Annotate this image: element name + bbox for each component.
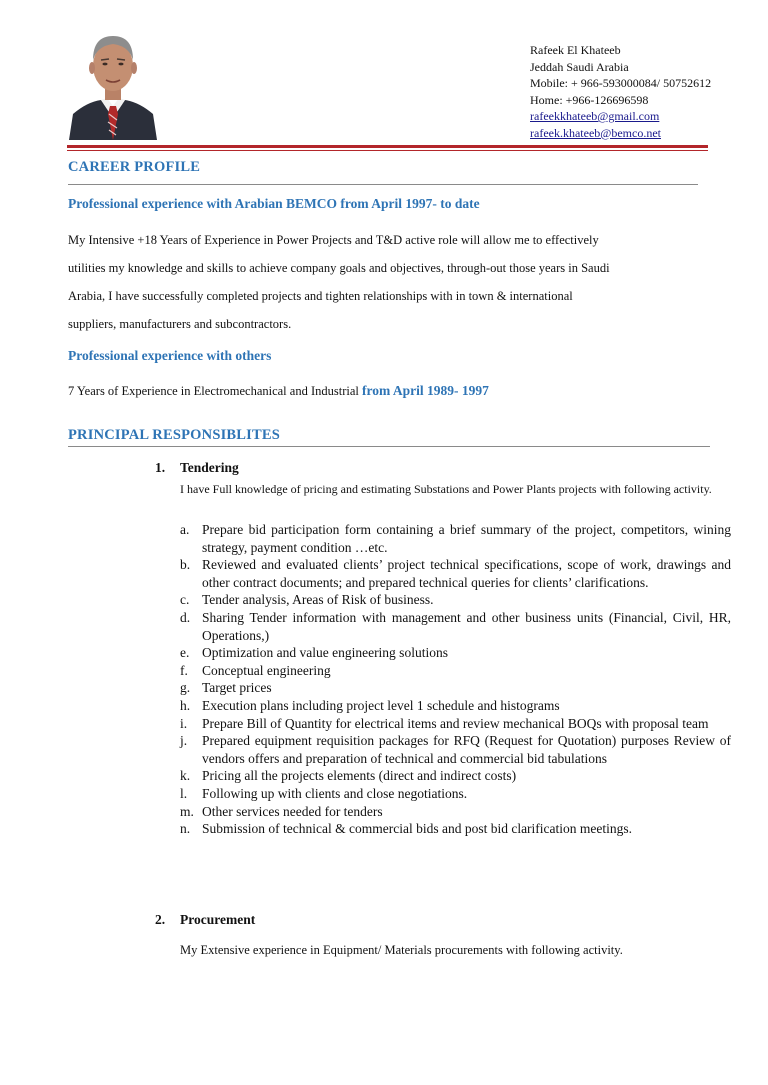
list-marker: c. (180, 592, 190, 608)
list-item-text: Target prices (202, 680, 272, 696)
contact-mobile: Mobile: + 966-593000084/ 50752612 (530, 76, 712, 90)
list-item-text: Conceptual engineering (202, 662, 331, 678)
list-item (180, 803, 731, 821)
list-marker: b. (180, 557, 191, 573)
list-marker: e. (180, 645, 190, 661)
others-experience-line (68, 383, 489, 399)
career-profile-heading: CAREER PROFILE (68, 159, 201, 175)
portrait-image (67, 22, 159, 140)
list-item (180, 679, 731, 697)
list-item (180, 556, 731, 591)
procurement-intro: My Extensive experience in Equipment/ Materials procurements with following activity. (180, 943, 623, 957)
list-item-text: Execution plans including project level 1 schedule and histograms (202, 697, 560, 713)
list-marker: j. (180, 733, 188, 749)
contact-location: Jeddah Saudi Arabia (530, 59, 629, 74)
list-item-text: Tender analysis, Areas of Risk of business. (202, 592, 434, 608)
list-item-text: Prepare bid participation form containing a brief summary of the project, competitors, wining strategy, payment condition …etc. (202, 522, 731, 555)
list-item (180, 609, 731, 644)
list-item (180, 732, 731, 767)
list-item-text: Other services needed for tenders (202, 803, 383, 819)
paragraph-line: suppliers, manufacturers and subcontractors. (68, 317, 292, 331)
list-marker: g. (180, 680, 191, 696)
tendering-number: 1. (155, 460, 166, 475)
paragraph-line: My Intensive +18 Years of Experience in Power Projects and T&D active role will allow me to effectively (68, 233, 599, 247)
career-profile-rule (68, 184, 698, 185)
contact-home: Home: +966-126696598 (530, 92, 649, 107)
list-item-text: Pricing all the projects elements (direct and indirect costs) (202, 768, 517, 784)
paragraph-line: Arabia, I have successfully completed projects and tighten relationships with in town & international (68, 289, 573, 303)
list-item (180, 820, 731, 838)
list-item-text: Submission of technical & commercial bids and post bid clarification meetings. (202, 821, 633, 837)
bemco-experience-paragraph (68, 226, 718, 338)
list-item-text: Prepare Bill of Quantity for electrical items and review mechanical BOQs with proposal team (202, 715, 709, 731)
list-item (180, 697, 731, 715)
procurement-number: 2. (155, 912, 166, 927)
list-marker: d. (180, 609, 191, 625)
list-item (180, 521, 731, 556)
list-item (180, 715, 731, 733)
paragraph-line: utilities my knowledge and skills to achieve company goals and objectives, through-out those years in Saudi (68, 261, 610, 275)
contact-block (530, 42, 711, 141)
list-marker: f. (180, 662, 188, 678)
list-item-text: Prepared equipment requisition packages for RFQ (Request for Quotation) purposes Review of vendors offers and preparation of technical and commercial bid tabulations (202, 733, 731, 766)
list-marker: a. (180, 522, 190, 537)
list-item (180, 785, 731, 803)
list-item-text: Sharing Tender information with management and other business units (Financial, Civil, HR, Operations,) (202, 609, 731, 643)
email-link-gmail[interactable]: rafeekkhateeb@gmail.com (530, 109, 660, 123)
tendering-intro: I have Full knowledge of pricing and estimating Substations and Power Plants projects with following activity. (180, 482, 712, 496)
list-item-text: Following up with clients and close negotiations. (202, 785, 468, 801)
list-item (180, 644, 731, 662)
tendering-title: Tendering (180, 460, 239, 475)
procurement-title: Procurement (180, 912, 256, 927)
list-item (180, 662, 731, 680)
header-divider (67, 145, 708, 148)
list-marker: h. (180, 697, 191, 713)
procurement-heading (155, 912, 255, 928)
responsibilities-rule (68, 446, 710, 447)
list-item-text: Reviewed and evaluated clients’ project technical specifications, scope of work, drawings and other contract documents; and prepared technical queries for clients’ clarifications. (202, 557, 731, 590)
list-item (180, 591, 731, 609)
list-marker: n. (180, 821, 191, 837)
header-divider-thin (67, 150, 708, 151)
others-experience-period: from April 1989- 1997 (362, 383, 489, 398)
list-marker: m. (180, 803, 194, 819)
contact-name: Rafeek El Khateeb (530, 43, 621, 57)
list-marker: l. (180, 785, 188, 801)
list-marker: i. (180, 715, 188, 731)
bemco-experience-heading: Professional experience with Arabian BEMCO from April 1997- to date (68, 196, 480, 211)
tendering-heading (155, 460, 239, 476)
profile-photo (67, 22, 159, 140)
email-link-bemco[interactable]: rafeek.khateeb@bemco.net (530, 125, 661, 140)
responsibilities-heading: PRINCIPAL RESPONSIBLITES (68, 427, 281, 443)
others-experience-heading: Professional experience with others (68, 348, 272, 363)
list-item-text: Optimization and value engineering solutions (202, 645, 448, 661)
list-item (180, 767, 731, 785)
tendering-activity-list (180, 521, 731, 838)
list-marker: k. (180, 768, 191, 784)
others-experience-text: 7 Years of Experience in Electromechanical and Industrial (68, 384, 362, 398)
